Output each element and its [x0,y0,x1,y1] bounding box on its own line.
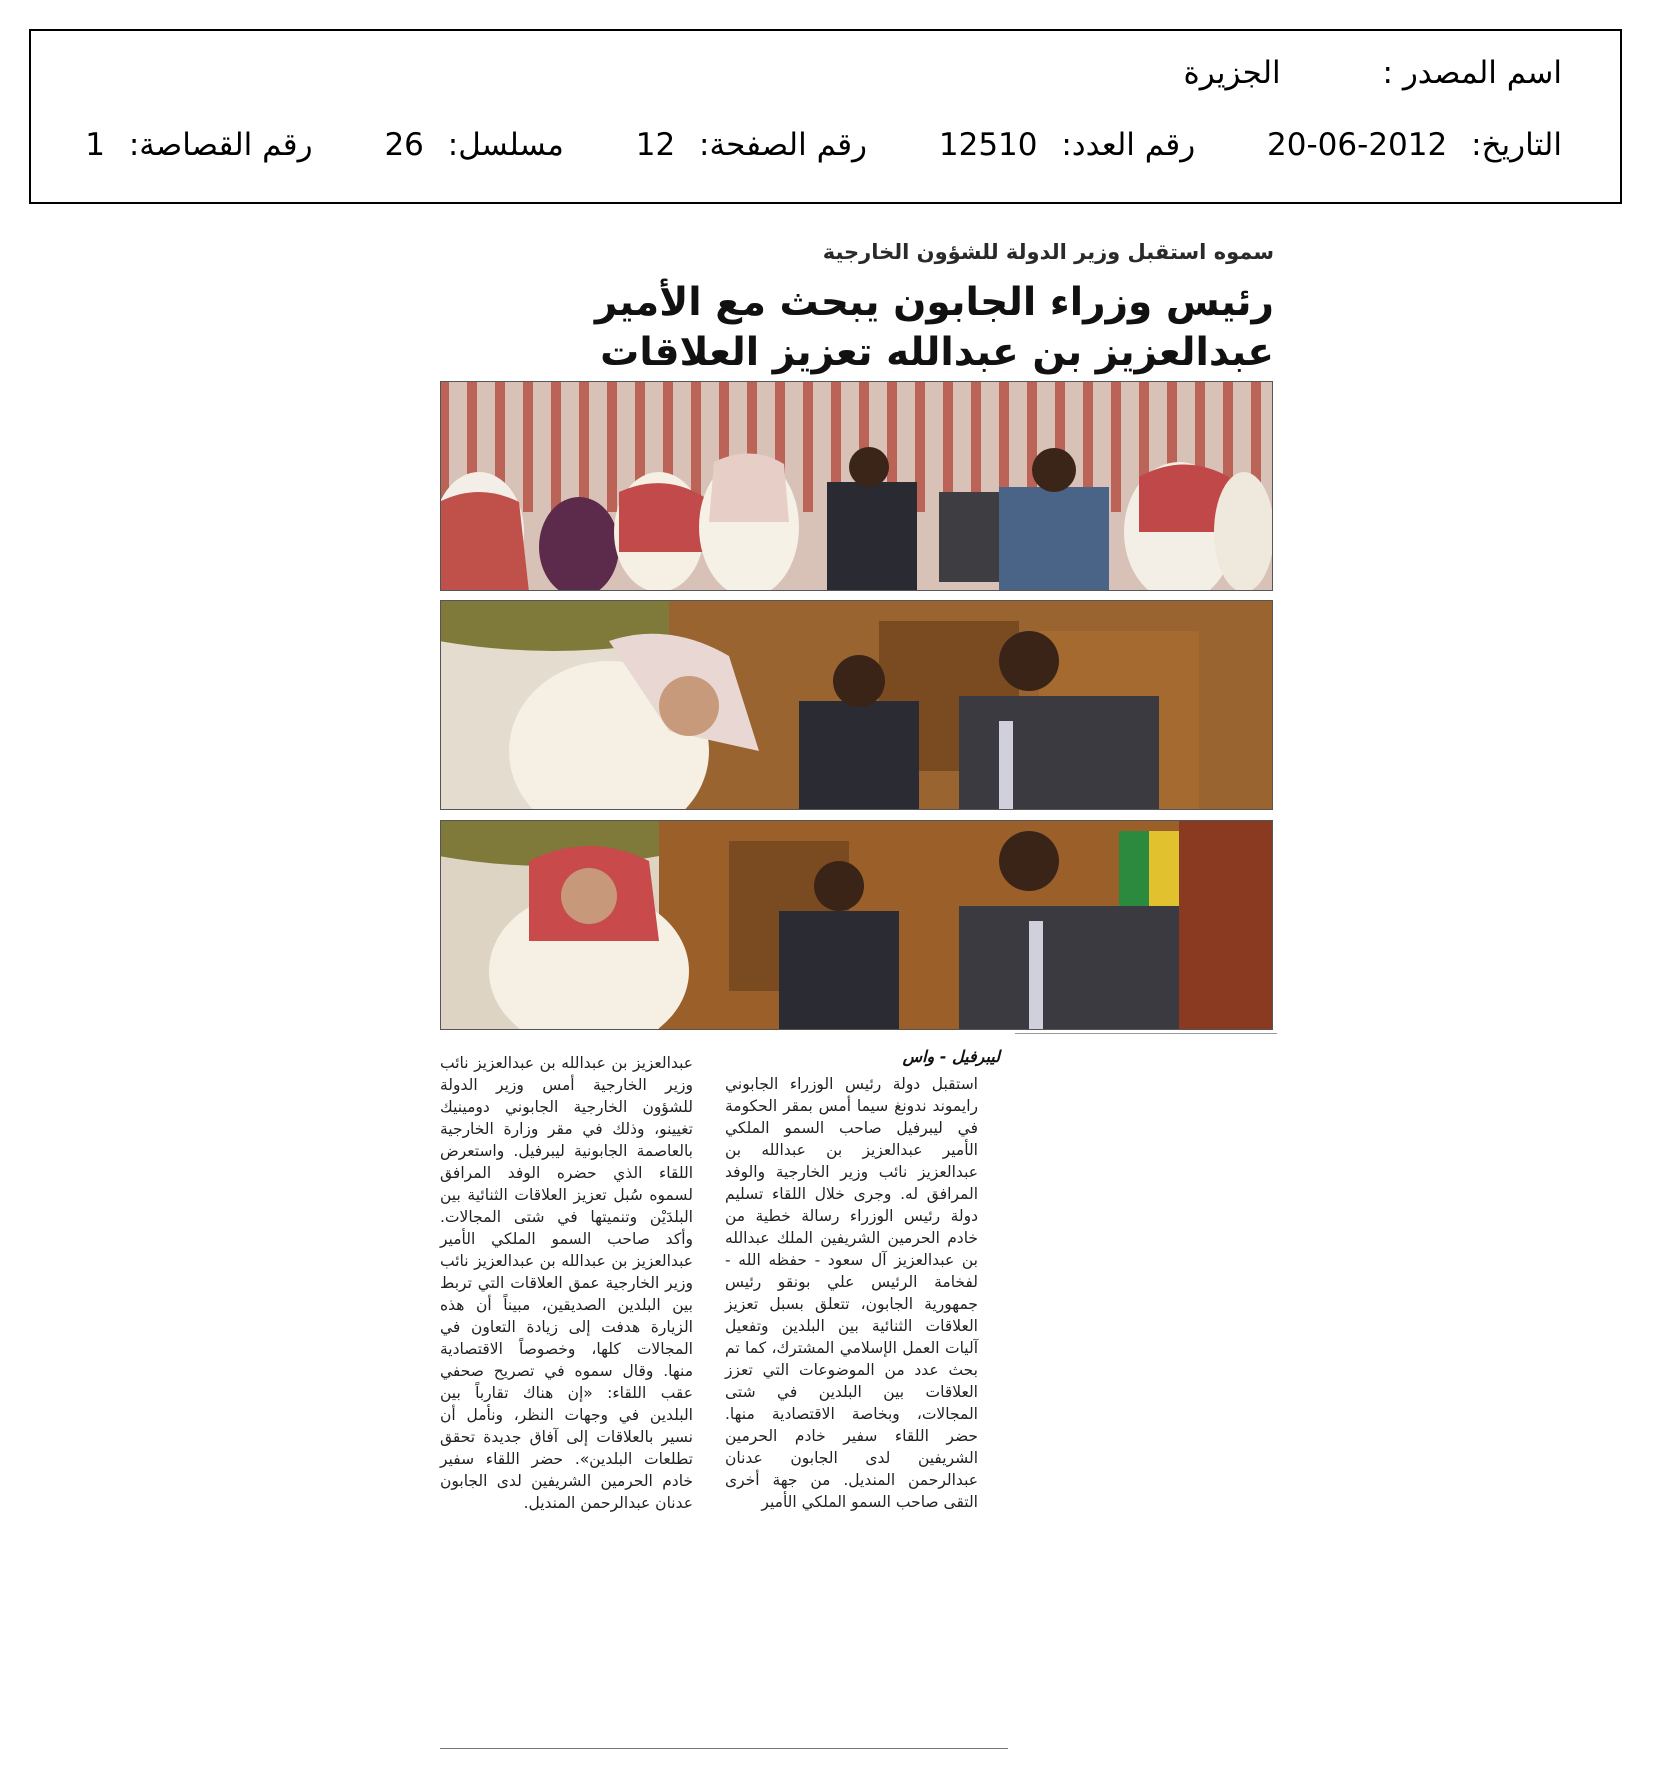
serial-label: مسلسل: [447,127,564,163]
source-value: الجزيرة [1183,55,1281,91]
article-kicker: سموه استقبل وزير الدولة للشؤون الخارجية [822,240,1274,264]
page-field [636,127,867,163]
column-right-text: استقبل دولة رئيس الوزراء الجابوني رايموند ندونغ سيما أمس بمقر الحكومة في ليبرفيل صاحب السمو الملكي الأمير عبدالعزيز بن عبدالله بن عبدالعزيز نائب وزير الخارجية والوفد المرافق له. وجرى خلال اللقاء تسليم دولة رئيس الوزراء رسالة خطية من خادم الحرمين الشريفين الملك عبدالله بن عبدالعزيز آل سعود - حفظه الله - لفخامة الرئيس علي بونقو رئيس جمهورية الجابون، تتعلق بسبل تعزيز العلاقات الثنائية بين البلدين وتفعيل آليات العمل الإسلامي المشترك، كما تم بحث عدد من الموضوعات التي تعزز العلاقات بين البلدين في شتى المجالات، وبخاصة الاقتصادية منها. حضر اللقاء سفير خادم الحرمين الشريفين لدى الجابون عدنان عبدالرحمن المنديل. من جهة أخرى التقى صاحب السمو الملكي الأمير [725,1075,978,1511]
source-value-field [1184,55,1281,91]
serial-field [384,127,563,163]
article-column-right [725,1073,978,1513]
issue-value: 12510 [938,127,1038,163]
article-byline: ليبرفيل - واس [902,1047,1000,1066]
page-value: 12 [635,127,676,163]
source-info-box [29,29,1622,204]
meta-row [85,127,1562,163]
photo-caption-rule [1015,1033,1277,1034]
meeting-photo-2 [440,600,1273,810]
issue-field [939,127,1195,163]
source-label: اسم المصدر : [1382,55,1562,91]
date-field [1267,127,1562,163]
column-left-text: عبدالعزيز بن عبدالله بن عبدالعزيز نائب وزير الخارجية أمس وزير الدولة للشؤون الخارجية الجابوني دومينيك تغيينو، وذلك في مقر وزارة الخارجية بالعاصمة الجابونية ليبرفيل. واستعرض اللقاء الذي حضره الوفد المرافق لسموه سُبل تعزيز العلاقات الثنائية بين البلدَيْن وتنميتها في شتى المجالات. وأكد صاحب السمو الملكي الأمير عبدالعزيز بن عبدالله بن عبدالعزيز نائب وزير الخارجية عمق العلاقات التي تربط بين البلدين الصديقين، مبيناً أن هذه الزيارة هدفت إلى زيادة التعاون في المجالات كلها، وخصوصاً الاقتصادية منها. وقال سموه في تصريح صحفي عقب اللقاء: «إن هناك تقارباً بين البلدين في وجهات النظر، ونأمل أن نسير بالعلاقات إلى آفاق جديدة تحقق تطلعات البلدين». حضر اللقاء سفير خادم الحرمين الشريفين لدى الجابون عدنان عبدالرحمن المنديل. [440,1054,693,1512]
article-headline [454,278,1274,378]
date-label: التاريخ: [1471,127,1562,163]
meeting-photo-1 [440,381,1273,591]
page-label: رقم الصفحة: [699,127,868,163]
meeting-photo-3 [440,820,1273,1030]
clipping-value: 1 [85,127,105,163]
source-field [1383,55,1562,91]
issue-label: رقم العدد: [1061,127,1196,163]
headline-line-1: رئيس وزراء الجابون يبحث مع الأمير [594,280,1274,325]
bottom-rule [440,1748,1008,1749]
serial-value: 26 [384,127,424,163]
clipping-field [85,127,312,163]
date-value: 2012-06-20 [1267,127,1448,163]
headline-line-2: عبدالعزيز بن عبدالله تعزيز العلاقات [600,330,1274,375]
clipping-label: رقم القصاصة: [128,127,313,163]
article-column-left [440,1052,693,1514]
source-row [1184,55,1563,91]
